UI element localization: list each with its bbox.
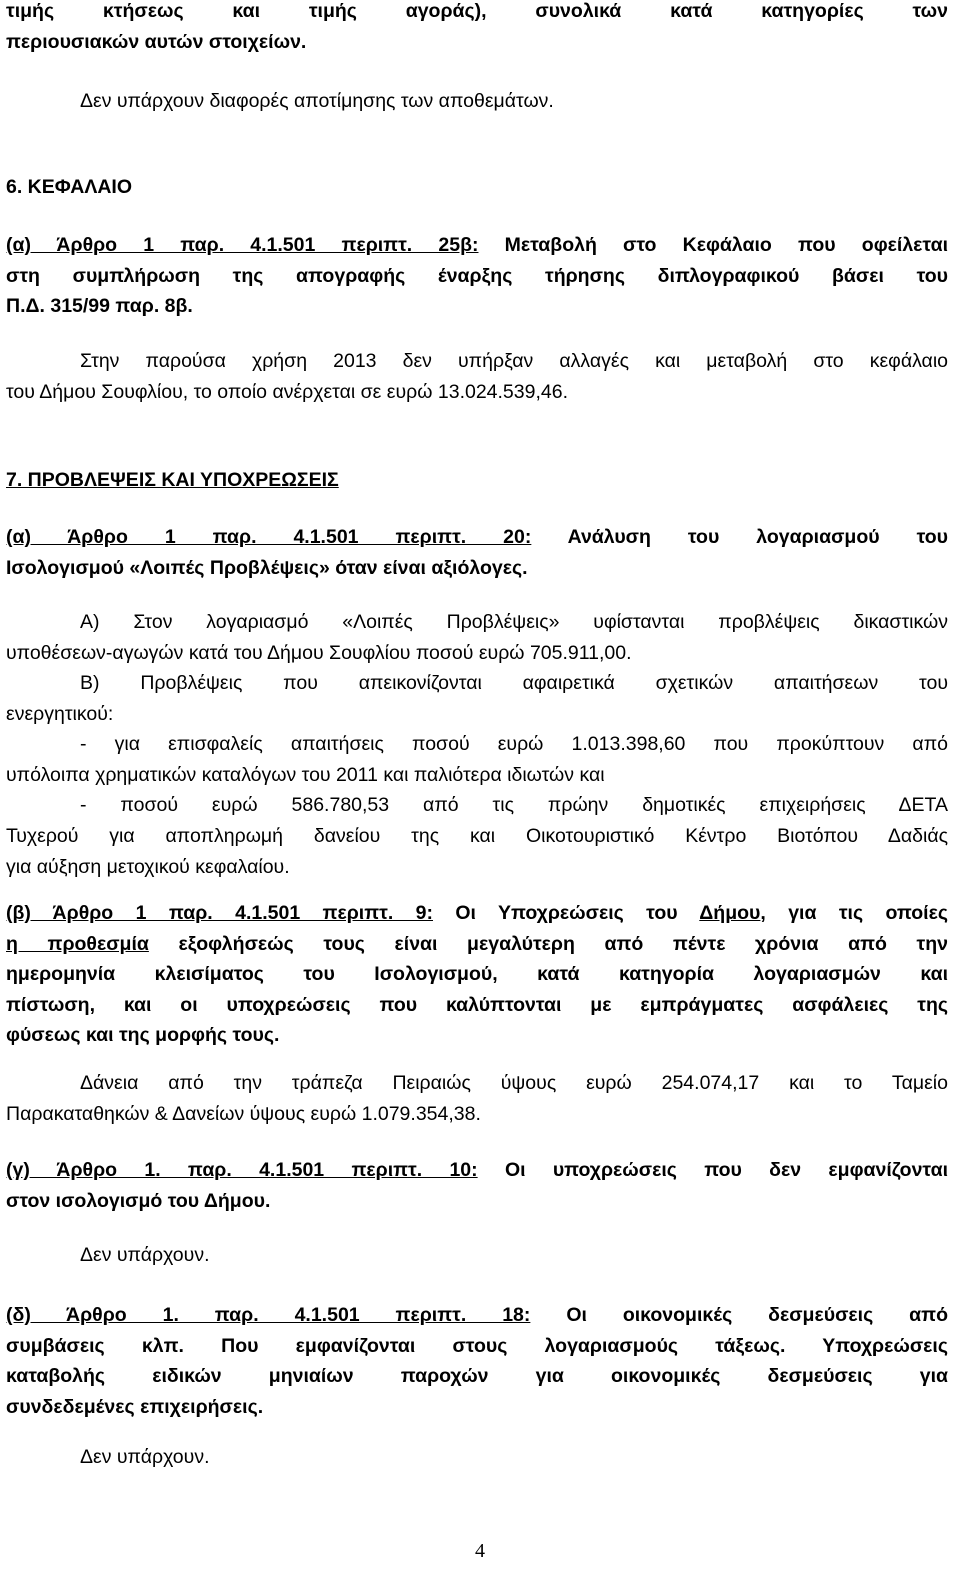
text-line: υποθέσεων-αγωγών κατά του Δήμου Σουφλίου ποσού ευρώ 705.911,00. <box>6 641 632 664</box>
article-reference: (α) Άρθρο 1 παρ. 4.1.501 περιπτ. 25β: <box>6 234 479 256</box>
text-line: πίστωση, και οι υποχρεώσεις που καλύπτονται με εμπράγματες ασφάλειες της <box>6 993 948 1016</box>
text-line: για αύξηση μετοχικού κεφαλαίου. <box>6 855 290 878</box>
text-line: Στην παρούσα χρήση 2013 δεν υπήρξαν αλλαγές και μεταβολή στο κεφάλαιο <box>80 350 948 372</box>
text-line: - ποσού ευρώ 586.780,53 από τις πρώην δημοτικές επιχειρήσεις ΔΕΤΑ <box>80 794 948 817</box>
paragraph-provisions-b <box>6 668 948 882</box>
text-line: (β) Άρθρο 1 παρ. 4.1.501 περιπτ. 9: Οι Υποχρεώσεις του Δήμου, για τις οποίες <box>6 902 948 924</box>
text-line: - για επισφαλείς απαιτήσεις ποσού ευρώ 1.013.398,60 που προκύπτουν από <box>80 733 948 756</box>
subsection-7d <box>6 1300 948 1422</box>
text-line: Β) Προβλέψεις που απεικονίζονται αφαιρετικά σχετικών απαιτήσεων του <box>80 672 948 694</box>
subsection-7b <box>6 898 948 1051</box>
text-line: ενεργητικού: <box>6 702 114 725</box>
text-line: περιουσιακών αυτών στοιχείων. <box>6 30 307 53</box>
text-line: τιμής κτήσεως και τιμής αγοράς), συνολικά κατά κατηγορίες των <box>6 0 948 22</box>
text-line: καταβολής ειδικών μηνιαίων παροχών για οικονομικές δεσμεύσεις για <box>6 1365 948 1388</box>
text-line: συνδεδεμένες επιχειρήσεις. <box>6 1395 264 1418</box>
subsection-6a <box>6 230 948 322</box>
text-line: (γ) Άρθρο 1. παρ. 4.1.501 περιπτ. 10: Οι υποχρεώσεις που δεν εμφανίζονται <box>6 1159 948 1181</box>
paragraph-loans <box>6 1068 948 1129</box>
paragraph-no-inventory-differences: Δεν υπάρχουν διαφορές αποτίμησης των αποθεμάτων. <box>80 90 554 112</box>
heading-section-6: 6. ΚΕΦΑΛΑΙΟ <box>6 176 133 198</box>
article-reference: (α) Άρθρο 1 παρ. 4.1.501 περιπτ. 20: <box>6 526 532 548</box>
subsection-7c <box>6 1155 948 1216</box>
text-line: (α) Άρθρο 1 παρ. 4.1.501 περιπτ. 20: Ανάλυση του λογαριασμού του <box>6 526 948 548</box>
text-line: υπόλοιπα χρηματικών καταλόγων του 2011 και παλιότερα ιδιωτών και <box>6 763 605 786</box>
text-line: φύσεως και της μορφής τους. <box>6 1024 280 1047</box>
text-line: ημερομηνία κλεισίματος του Ισολογισμού, κατά κατηγορία λογαριασμών και <box>6 963 948 986</box>
article-reference: (β) Άρθρο 1 παρ. 4.1.501 περιπτ. 9: <box>6 902 433 924</box>
text-line: του Δήμου Σουφλίου, το οποίο ανέρχεται σε ευρώ 13.024.539,46. <box>6 380 568 403</box>
text-line: Τυχερού για αποπληρωμή δανείου της και Οικοτουριστικό Κέντρο Βιοτόπου Δαδιάς <box>6 824 948 847</box>
text-line: (δ) Άρθρο 1. παρ. 4.1.501 περιπτ. 18: Οι οικονομικές δεσμεύσεις από <box>6 1304 948 1326</box>
paragraph-valuation-continued <box>6 0 948 57</box>
text-line: Ισολογισμού «Λοιπές Προβλέψεις» όταν είναι αξιόλογες. <box>6 556 528 579</box>
article-reference: (δ) Άρθρο 1. παρ. 4.1.501 περιπτ. 18: <box>6 1304 531 1326</box>
text-line: (α) Άρθρο 1 παρ. 4.1.501 περιπτ. 25β: Μεταβολή στο Κεφάλαιο που οφείλεται <box>6 234 948 256</box>
text-line: Δάνεια από την τράπεζα Πειραιώς ύψους ευρώ 254.074,17 και το Ταμείο <box>80 1072 948 1094</box>
heading-section-7: 7. ΠΡΟΒΛΕΨΕΙΣ ΚΑΙ ΥΠΟΧΡΕΩΣΕΙΣ <box>6 469 339 491</box>
paragraph-none: Δεν υπάρχουν. <box>80 1446 210 1468</box>
text-line: στη συμπλήρωση της απογραφής έναρξης τήρησης διπλογραφικού βάσει του <box>6 264 948 287</box>
paragraph-provisions-a <box>6 607 948 668</box>
paragraph-capital <box>6 346 948 407</box>
subsection-7a <box>6 522 948 583</box>
text-line: Παρακαταθηκών & Δανείων ύψους ευρώ 1.079.354,38. <box>6 1102 481 1125</box>
paragraph-none: Δεν υπάρχουν. <box>80 1244 210 1266</box>
article-reference: (γ) Άρθρο 1. παρ. 4.1.501 περιπτ. 10: <box>6 1159 478 1181</box>
page-number: 4 <box>475 1540 485 1562</box>
text-line: στον ισολογισμό του Δήμου. <box>6 1189 271 1212</box>
text-line: η προθεσμία εξοφλήσεώς τους είναι μεγαλύτερη από πέντε χρόνια από την <box>6 932 948 955</box>
text-line: Α) Στον λογαριασμό «Λοιπές Προβλέψεις» υφίστανται προβλέψεις δικαστικών <box>80 611 948 633</box>
text-line: συμβάσεις κλπ. Που εμφανίζονται στους λογαριασμούς τάξεως. Υποχρεώσεις <box>6 1334 948 1357</box>
text-line: Π.Δ. 315/99 παρ. 8β. <box>6 295 193 318</box>
